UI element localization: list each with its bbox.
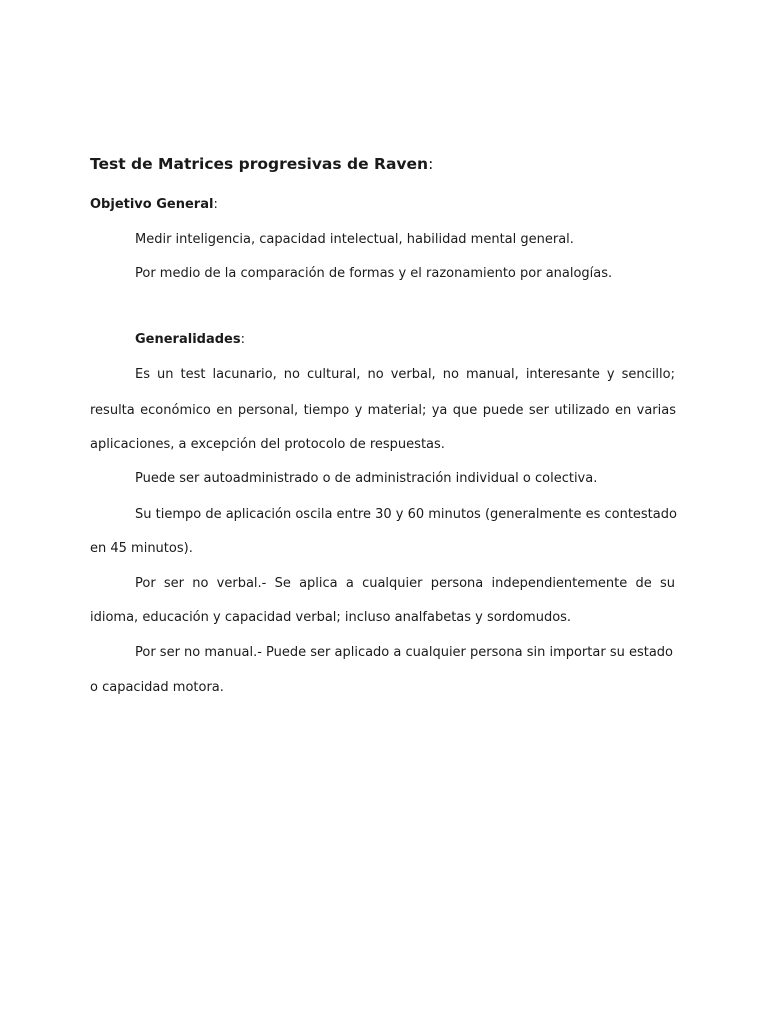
generalidades-line-3: aplicaciones, a excepción del protocolo de respuestas. — [90, 437, 445, 452]
generalidades-line-2: resulta económico en personal, tiempo y material; ya que puede ser utilizado en varias — [90, 403, 676, 418]
generalidades-line-8: idioma, educación y capacidad verbal; incluso analfabetas y sordomudos. — [90, 610, 572, 625]
objetivo-heading — [90, 197, 218, 212]
objetivo-heading-colon: : — [213, 197, 218, 212]
generalidades-heading-text: Generalidades — [135, 332, 241, 347]
objetivo-line-2: Por medio de la comparación de formas y el razonamiento por analogías. — [135, 266, 613, 281]
document-title — [90, 155, 433, 173]
objetivo-heading-text: Objetivo General — [90, 197, 214, 212]
generalidades-line-1: Es un test lacunario, no cultural, no verbal, no manual, interesante y sencillo; — [135, 367, 675, 382]
generalidades-line-4: Puede ser autoadministrado o de administración individual o colectiva. — [135, 471, 598, 486]
objetivo-line-1: Medir inteligencia, capacidad intelectual, habilidad mental general. — [135, 232, 574, 247]
generalidades-line-6: en 45 minutos). — [90, 541, 193, 556]
title-colon: : — [428, 155, 434, 173]
generalidades-line-5: Su tiempo de aplicación oscila entre 30 y 60 minutos (generalmente es contestado — [135, 507, 677, 522]
generalidades-heading-colon: : — [240, 332, 245, 347]
generalidades-heading — [135, 332, 245, 347]
generalidades-line-9: Por ser no manual.- Puede ser aplicado a cualquier persona sin importar su estado — [135, 645, 674, 660]
generalidades-line-7: Por ser no verbal.- Se aplica a cualquier persona independientemente de su — [135, 576, 675, 591]
title-text: Test de Matrices progresivas de Raven — [90, 155, 429, 173]
generalidades-line-10: o capacidad motora. — [90, 680, 224, 695]
